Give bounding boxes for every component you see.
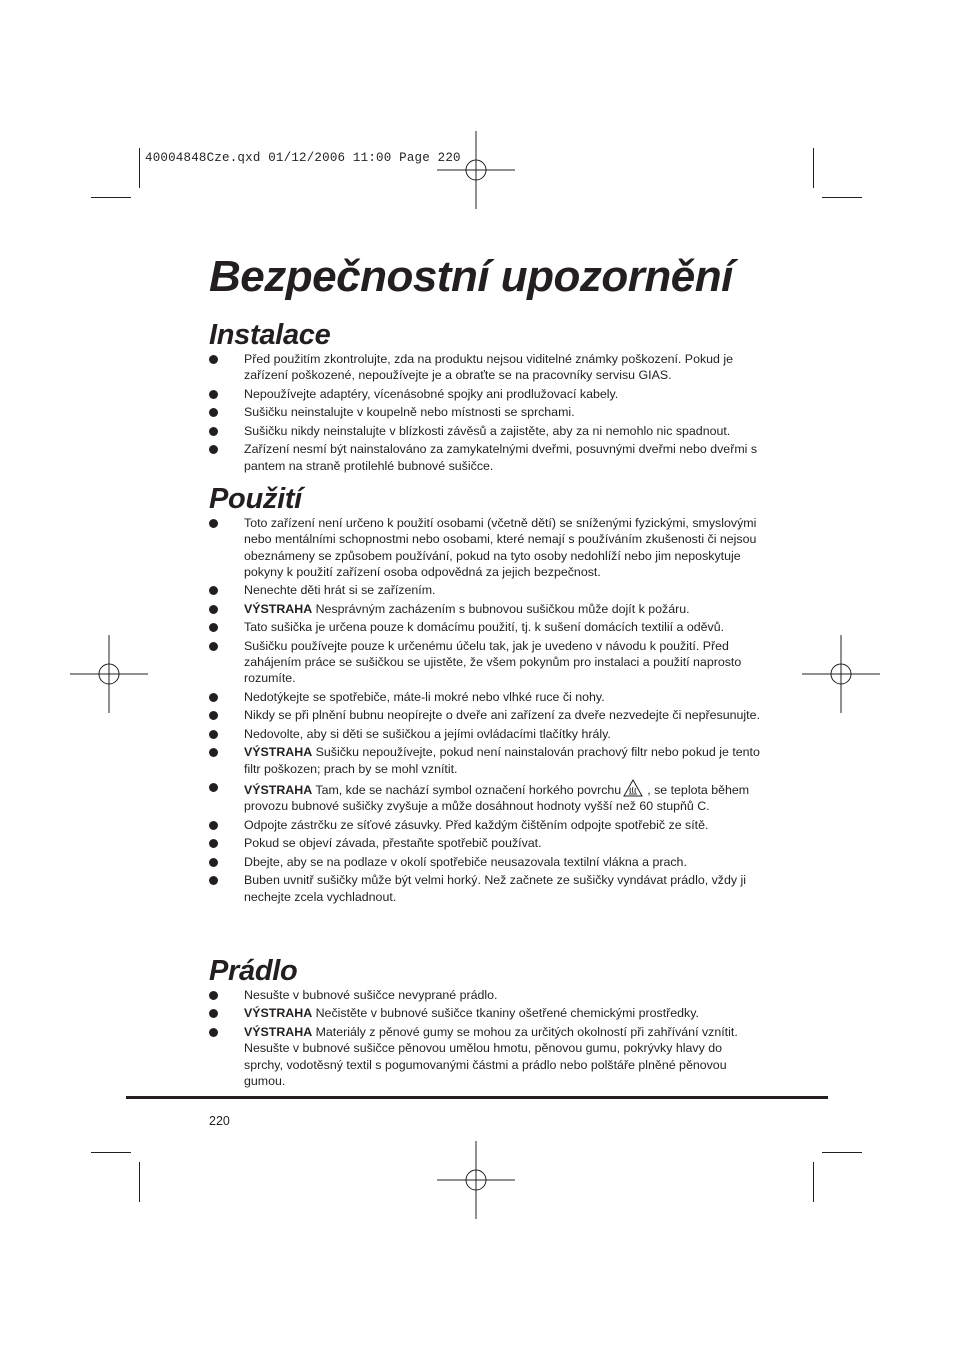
bullet-icon [209, 839, 218, 848]
bullet-icon [209, 586, 218, 595]
item-text: Pokud se objeví závada, přestaňte spotřebič používat. [244, 836, 542, 851]
item-text: Nedovolte, aby si děti se sušičkou a jejími ovládacími tlačítky hrály. [244, 726, 611, 741]
item-text: Nesušte v bubnové sušičce nevyprané prádlo. [244, 988, 498, 1002]
bullet-icon [209, 642, 218, 651]
list-item [209, 726, 761, 742]
list-item [209, 638, 761, 687]
item-text: Sušičku nepoužívejte, pokud není nainstalován prachový filtr nebo pokud je tento filtr poškozen; prach by se mohl vznítit. [244, 745, 760, 776]
item-text-continued: , se teplota během provozu bubnové sušičky zvyšuje a může dosáhnout hodnoty vyšší než 60 stupňů C. [244, 783, 750, 814]
item-text: Tam, kde se nachází symbol označení horkého povrchu [312, 783, 622, 798]
item-text: Nedotýkejte se spotřebiče, máte-li mokré nebo vlhké ruce či nohy. [244, 689, 605, 704]
footer-rule [126, 1096, 828, 1099]
item-text: Před použitím zkontrolujte, zda na produktu nejsou viditelné známky poškození. Pokud je zařízení poškozené, nepoužívejte je a obraťte se na pracovníky servisu GIAS. [244, 352, 734, 383]
warning-label: VÝSTRAHA [244, 1006, 313, 1021]
bullet-icon [209, 876, 218, 885]
list-item [209, 854, 761, 870]
registration-mark-icon [70, 635, 148, 713]
bullet-icon [209, 445, 218, 454]
bullet-icon [209, 1028, 218, 1037]
bullet-icon [209, 991, 218, 1000]
item-text: Nečistěte v bubnové sušičce tkaniny ošetřené chemickými prostředky. [312, 1006, 699, 1021]
item-text: Nesprávným zacházením s bubnovou sušičkou může dojít k požáru. [312, 601, 690, 616]
list-item [209, 707, 761, 723]
warning-label: VÝSTRAHA [244, 745, 313, 760]
list-item [209, 441, 761, 474]
page-number: 220 [209, 1114, 230, 1128]
bullet-icon [209, 730, 218, 739]
list-item [209, 619, 761, 635]
item-text: Buben uvnitř sušičky může být velmi horký. Než začnete ze sušičky vyndávat prádlo, vždy ji nechejte zcela vychladnout. [244, 873, 747, 904]
item-text: Zařízení nesmí být nainstalováno za zamykatelnými dveřmi, posuvnými dveřmi nebo dveřmi s pantem na straně protilehlé bubnové sušičce. [244, 442, 758, 473]
item-text: Nepoužívejte adaptéry, vícenásobné spojky ani prodlužovací kabely. [244, 386, 619, 401]
crop-mark [139, 1162, 140, 1202]
item-text: Odpojte zástrčku ze síťové zásuvky. Před každým čištěním odpojte spotřebič ze sítě. [244, 817, 709, 832]
bullet-icon [209, 605, 218, 614]
crop-mark [822, 197, 862, 198]
bullet-icon [209, 1009, 218, 1018]
crop-mark [822, 1152, 862, 1153]
item-text: Sušičku nikdy neinstalujte v blízkosti závěsů a zajistěte, aby za ni nemohlo nic spadnout. [244, 423, 731, 438]
crop-mark [813, 148, 814, 188]
registration-mark-icon [802, 635, 880, 713]
item-text: Materiály z pěnové gumy se mohou za určitých okolností při zahřívání vznítit. Nesušte v bubnové sušičce pěnovou umělou hmotu, pěnovou gumu, pokrývky hlavy do sprchy, vodotěsný textil s pogumovanými částmi a prádlo nebo polštáře plněné pěnovou gumou. [244, 1024, 738, 1088]
list-item [209, 817, 761, 833]
bullet-list [209, 515, 761, 905]
item-text: Nikdy se při plnění bubnu neopírejte o dveře ani zařízení za dveře nezvedejte či nepřesunujte. [244, 708, 760, 723]
list-item [209, 423, 761, 439]
section-heading: Instalace [209, 319, 331, 351]
bullet-icon [209, 390, 218, 399]
list-item [209, 404, 761, 420]
warning-label: VÝSTRAHA [244, 601, 313, 616]
bullet-icon [209, 711, 218, 720]
list-item [209, 582, 761, 598]
item-text: Nenechte děti hrát si se zařízením. [244, 583, 436, 598]
item-text: Tato sušička je určena pouze k domácímu použití, tj. k sušení domácích textilií a oděvů. [244, 620, 725, 635]
crop-mark [91, 197, 131, 198]
section-heading: Použití [209, 483, 302, 515]
bullet-icon [209, 821, 218, 830]
bullet-list [209, 987, 761, 1089]
list-item [209, 835, 761, 851]
bullet-icon [209, 408, 218, 417]
crop-mark [139, 148, 140, 188]
item-text: Toto zařízení není určeno k použití osobami (včetně dětí) se sníženými fyzickými, smyslovými nebo mentálními schopnostmi nebo osobami, které nemají s používáním zkušenosti či nejsou obeznámeny se způsobem používání, pokud na tyto osoby nedohlíží nebo jim neposkytuje pokyny k použití zařízení osoba odpovědná za jejich bezpečnost. [244, 516, 757, 579]
registration-mark-icon [437, 131, 515, 209]
page-title: Bezpečnostní upozornění [209, 252, 733, 301]
bullet-icon [209, 858, 218, 867]
registration-mark-icon [437, 1141, 515, 1219]
item-text: Sušičku neinstalujte v koupelně nebo místnosti se sprchami. [244, 405, 575, 420]
section-pradlo [209, 955, 761, 1091]
print-slug: 40004848Cze.qxd 01/12/2006 11:00 Page 220 [145, 151, 461, 165]
list-item [209, 386, 761, 402]
bullet-list [209, 351, 761, 474]
warning-label: VÝSTRAHA [244, 1024, 313, 1039]
list-item [209, 1024, 761, 1089]
section-heading: Prádlo [209, 955, 298, 987]
list-item [209, 351, 761, 384]
bullet-icon [209, 355, 218, 364]
list-item [209, 779, 761, 815]
list-item [209, 689, 761, 705]
crop-mark [91, 1152, 131, 1153]
section-pouziti [209, 483, 761, 907]
hot-surface-warning-icon [623, 779, 643, 797]
list-item [209, 872, 761, 905]
list-item [209, 987, 761, 1003]
warning-label: VÝSTRAHA [244, 783, 313, 798]
item-text: Sušičku používejte pouze k určenému účelu tak, jak je uvedeno v návodu k použití. Před zahájením práce se sušičkou se ujistěte, že všem pokynům pro instalaci a použití naprosto rozumíte. [244, 638, 742, 686]
section-instalace [209, 319, 761, 476]
bullet-icon [209, 748, 218, 757]
bullet-icon [209, 519, 218, 528]
bullet-icon [209, 693, 218, 702]
list-item [209, 515, 761, 580]
bullet-icon [209, 427, 218, 436]
list-item [209, 744, 761, 777]
item-text: Dbejte, aby se na podlaze v okolí spotřebiče neusazovala textilní vlákna a prach. [244, 854, 687, 869]
list-item [209, 601, 761, 617]
crop-mark [813, 1162, 814, 1202]
bullet-icon [209, 623, 218, 632]
bullet-icon [209, 783, 218, 792]
list-item [209, 1005, 761, 1021]
